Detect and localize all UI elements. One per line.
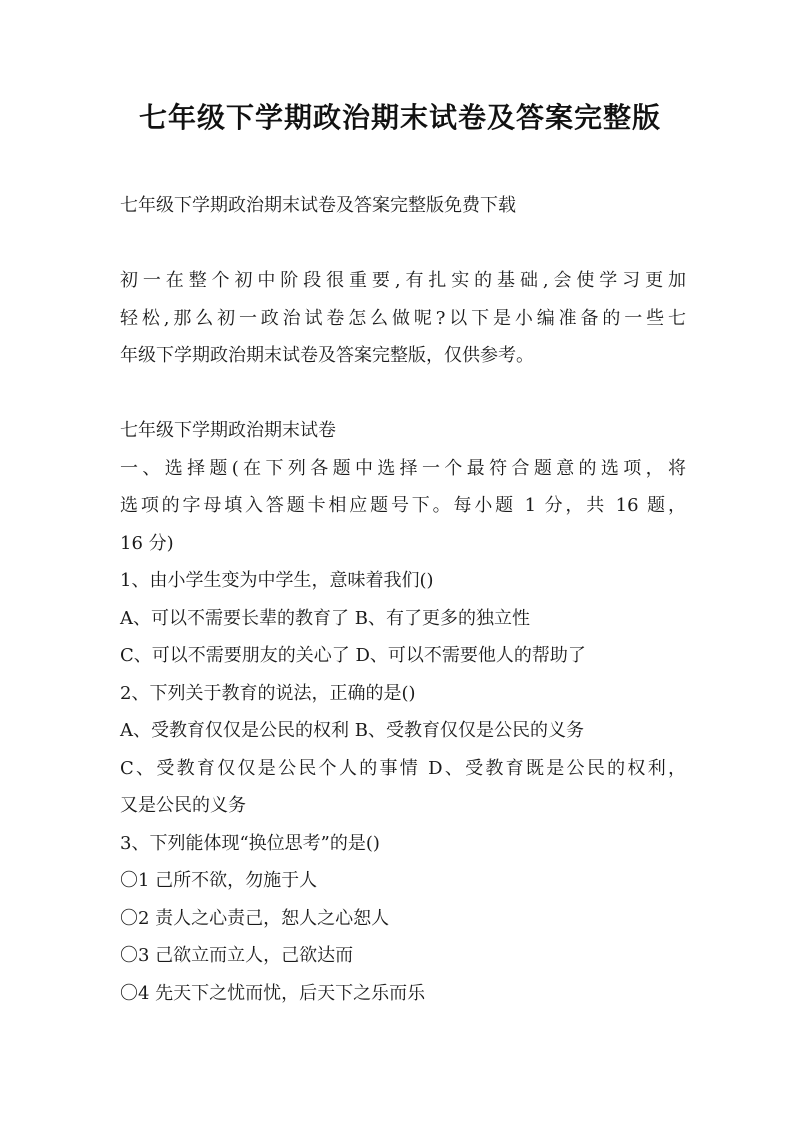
question-3-stem: 3、下列能体现“换位思考”的是()	[120, 832, 380, 854]
question-1-option-line: C、可以不需要朋友的关心了 D、可以不需要他人的帮助了	[120, 645, 586, 666]
instruction-line: 一、选择题(在下列各题中选择一个最符合题意的选项，将	[120, 457, 686, 479]
question-3-item: 〇3 己欲立而立人，己欲达而	[120, 945, 354, 966]
instruction-line: 16 分)	[120, 532, 174, 554]
question-3-item: 〇4 先天下之忧而忧，后天下之乐而乐	[120, 982, 426, 1004]
question-2-option-line: C、受教育仅仅是公民个人的事情 D、受教育既是公民的权利，	[120, 757, 686, 779]
question-2-stem: 2、下列关于教育的说法，正确的是()	[120, 682, 416, 704]
intro-line: 轻松,那么初一政治试卷怎么做呢?以下是小编准备的一些七	[120, 307, 686, 329]
question-3-item: 〇1 己所不欲，勿施于人	[120, 870, 318, 891]
question-3-item: 〇2 责人之心责己，恕人之心恕人	[120, 907, 390, 929]
document-title: 七年级下学期政治期末试卷及答案完整版	[138, 101, 661, 134]
intro-line: 年级下学期政治期末试卷及答案完整版，仅供参考。	[120, 345, 534, 366]
subtitle: 七年级下学期政治期末试卷及答案完整版免费下载	[120, 195, 516, 216]
question-2-option-line: 又是公民的义务	[120, 795, 246, 816]
instruction-line: 选项的字母填入答题卡相应题号下。每小题 1 分，共 16 题，	[120, 495, 686, 516]
spacer	[120, 225, 686, 263]
question-1-stem: 1、由小学生变为中学生，意味着我们()	[120, 570, 434, 591]
document-body	[120, 187, 686, 1012]
intro-line: 初一在整个初中阶段很重要,有扎实的基础,会使学习更加	[120, 270, 686, 291]
section-heading: 七年级下学期政治期末试卷	[120, 420, 336, 441]
question-2-option-line: A、受教育仅仅是公民的权利 B、受教育仅仅是公民的义务	[120, 720, 584, 741]
spacer	[120, 375, 686, 413]
question-1-option-line: A、可以不需要长辈的教育了 B、有了更多的独立性	[120, 607, 530, 629]
